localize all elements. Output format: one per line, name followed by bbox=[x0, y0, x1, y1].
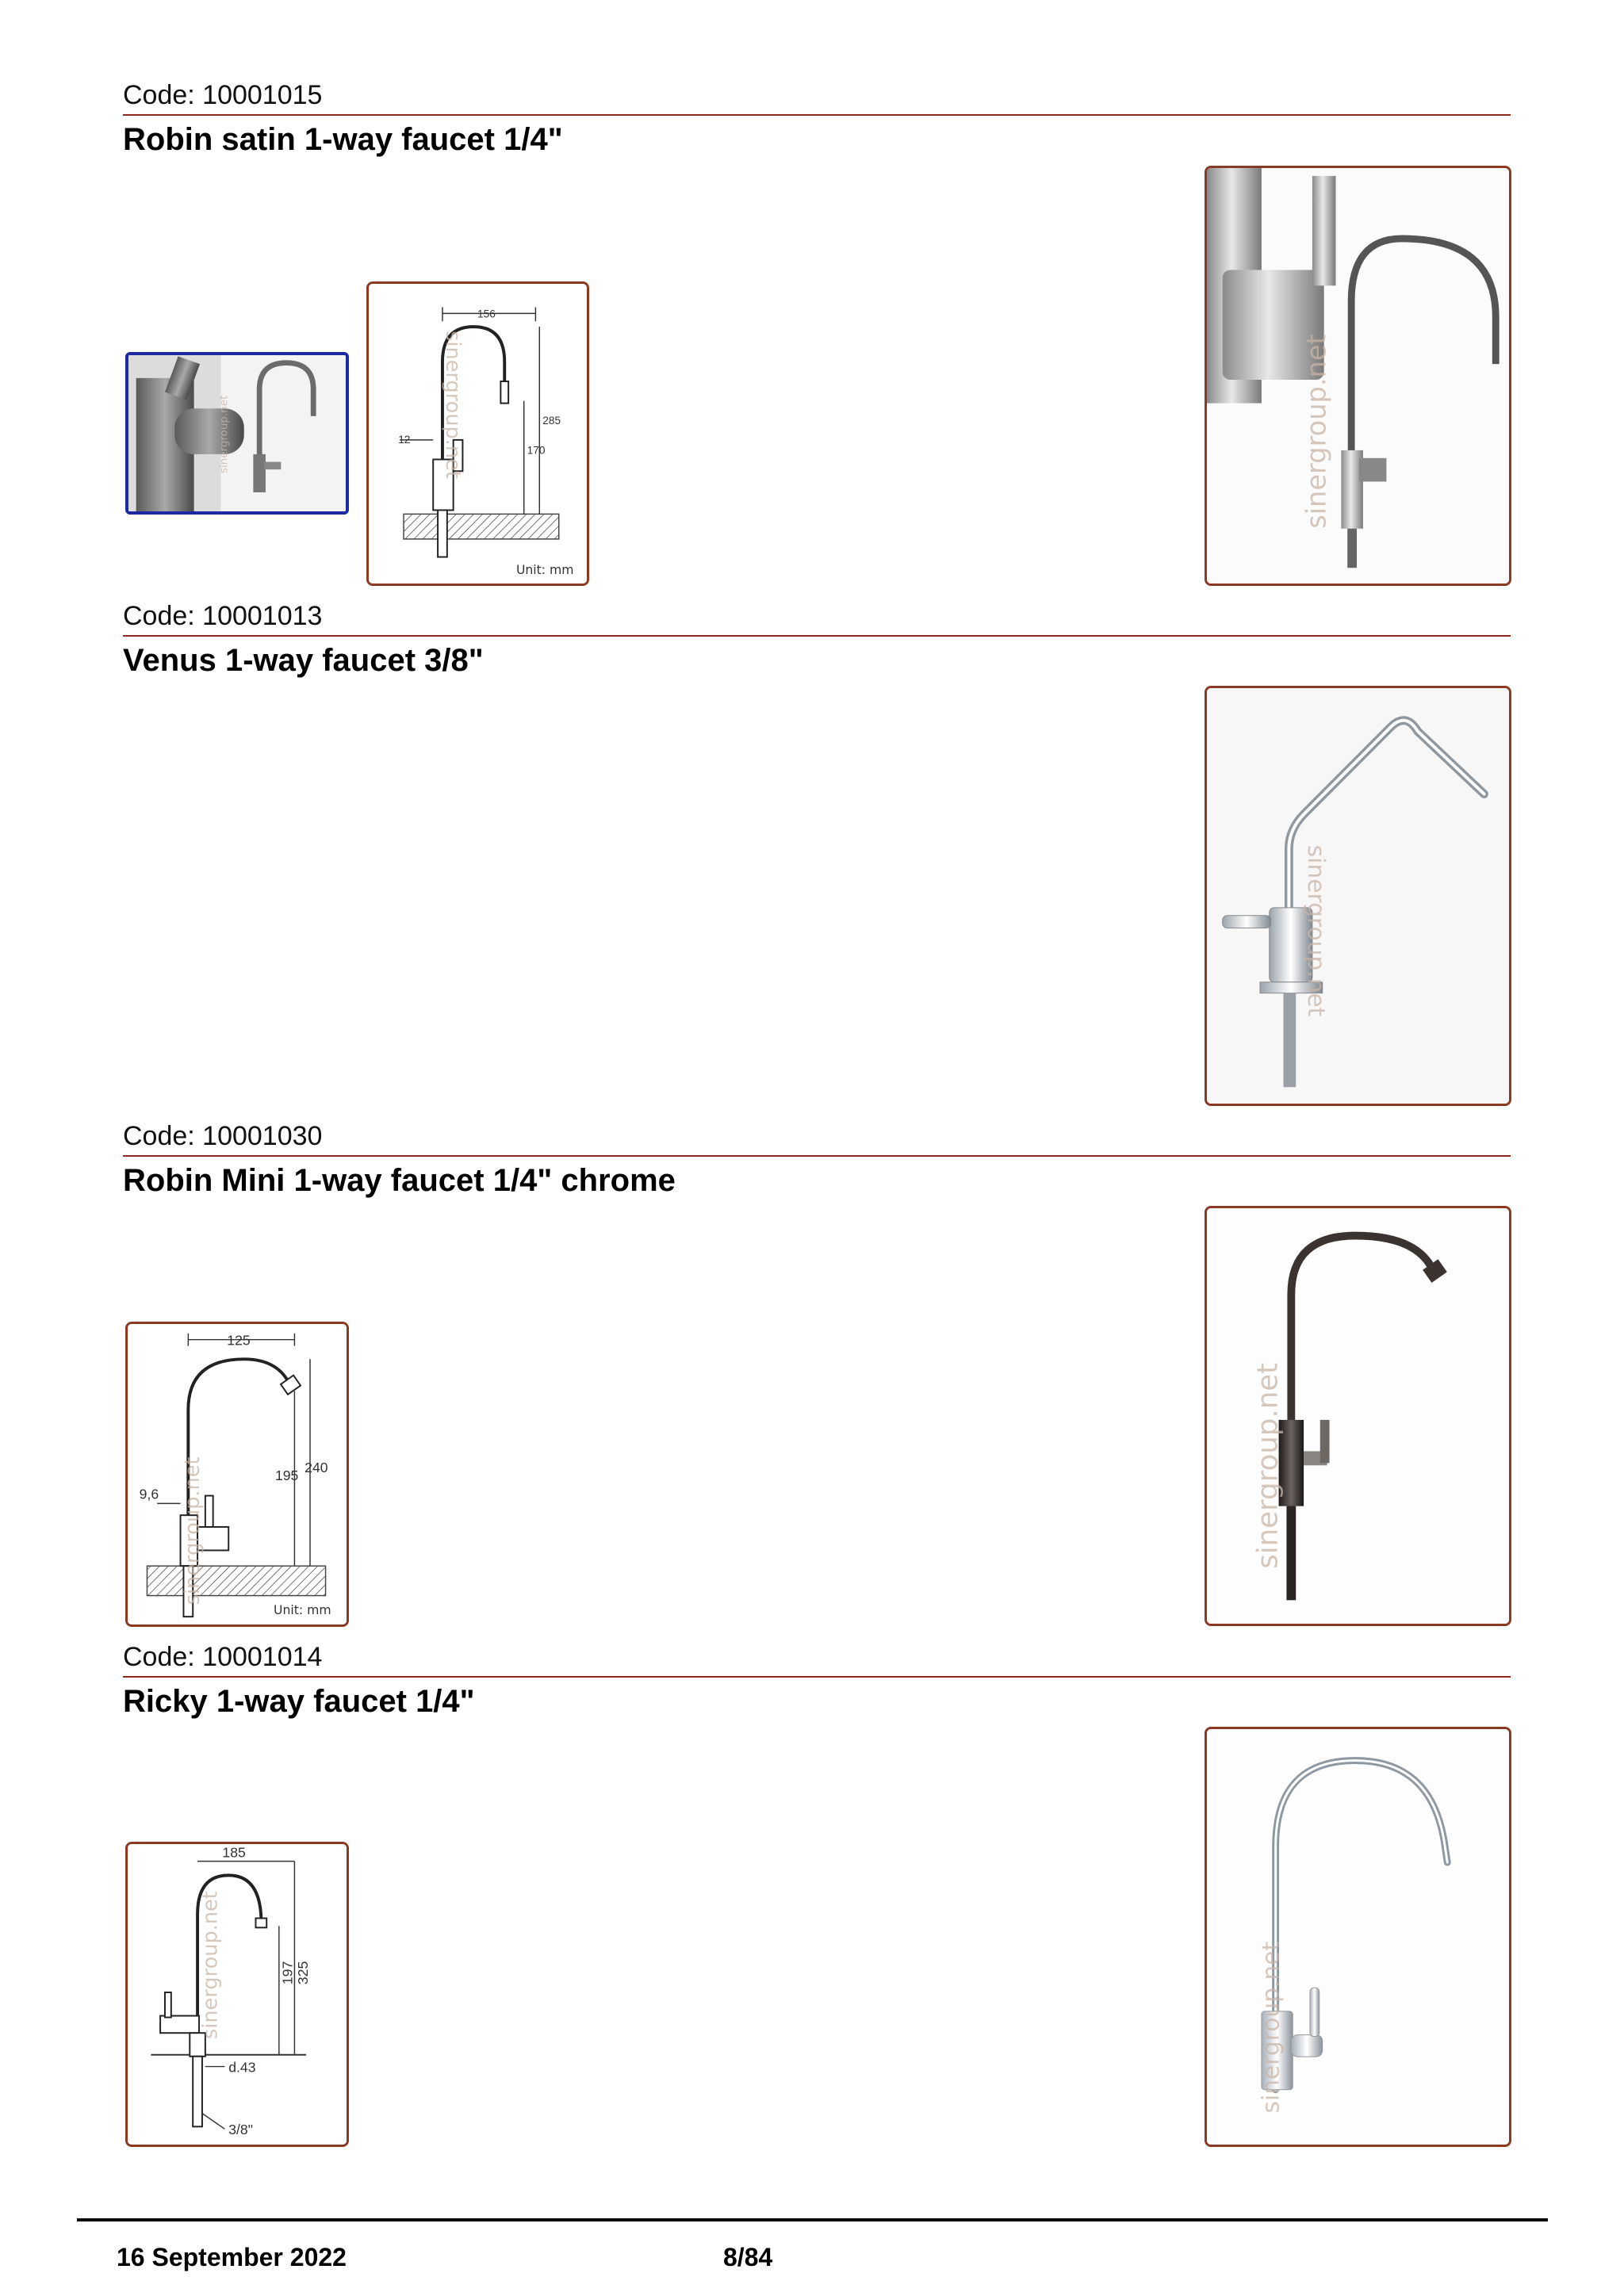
dimension-thread: 3/8" bbox=[228, 2122, 253, 2138]
dimension-height-total: 325 bbox=[295, 1961, 312, 1985]
watermark-text: sinergroup.net bbox=[1257, 1941, 1285, 2114]
watermark-text: sinergroup.net bbox=[1251, 1362, 1285, 1569]
technical-drawing[interactable] bbox=[125, 1322, 349, 1627]
dimension-base: 9,6 bbox=[139, 1486, 159, 1502]
product-title: Venus 1-way faucet 3/8" bbox=[123, 643, 484, 678]
dimension-height-spout: 170 bbox=[527, 444, 546, 457]
dimension-width: 125 bbox=[227, 1332, 251, 1349]
product-title: Robin Mini 1-way faucet 1/4" chrome bbox=[123, 1163, 676, 1198]
section-divider bbox=[123, 635, 1511, 637]
watermark-text: sinergroup.net bbox=[1300, 334, 1332, 529]
watermark-text: sinergroup.net bbox=[217, 395, 231, 473]
watermark-text: sinergroup.net bbox=[198, 1891, 223, 2040]
product-code: Code: 10001015 bbox=[123, 80, 323, 110]
unit-label: Unit: mm bbox=[515, 562, 574, 578]
unit-label: Unit: mm bbox=[274, 1602, 331, 1618]
dimension-height-total: 285 bbox=[542, 415, 561, 427]
product-thumbnail[interactable] bbox=[125, 352, 349, 515]
dimension-height-spout: 195 bbox=[274, 1467, 299, 1483]
watermark-text: sinergroup.net bbox=[440, 331, 465, 479]
section-divider bbox=[123, 1676, 1511, 1678]
product-code: Code: 10001014 bbox=[123, 1642, 323, 1672]
dimension-width: 156 bbox=[477, 308, 496, 320]
watermark-text: sinergroup.net bbox=[1302, 844, 1330, 1017]
dimension-width: 185 bbox=[222, 1844, 246, 1861]
product-photo[interactable] bbox=[1205, 1727, 1511, 2147]
watermark-text: sinergroup.net bbox=[181, 1456, 205, 1605]
product-photo[interactable] bbox=[1205, 1206, 1511, 1626]
product-title: Robin satin 1-way faucet 1/4" bbox=[123, 122, 563, 157]
page-number: 8/84 bbox=[723, 2243, 773, 2271]
product-code: Code: 10001013 bbox=[123, 601, 323, 631]
dimension-height-spout: 197 bbox=[279, 1961, 296, 1985]
product-photo[interactable] bbox=[1205, 166, 1511, 586]
technical-drawing[interactable] bbox=[125, 1842, 349, 2147]
footer-date: 16 September 2022 bbox=[117, 2243, 347, 2271]
dimension-height-total: 240 bbox=[304, 1459, 328, 1476]
technical-drawing[interactable] bbox=[366, 281, 589, 586]
product-photo[interactable] bbox=[1205, 686, 1511, 1106]
dimension-base: 12 bbox=[398, 433, 411, 446]
product-code: Code: 10001030 bbox=[123, 1121, 323, 1151]
footer-divider bbox=[77, 2218, 1548, 2221]
section-divider bbox=[123, 114, 1511, 116]
product-title: Ricky 1-way faucet 1/4" bbox=[123, 1684, 475, 1719]
dimension-base: d.43 bbox=[228, 2059, 256, 2076]
section-divider bbox=[123, 1155, 1511, 1157]
